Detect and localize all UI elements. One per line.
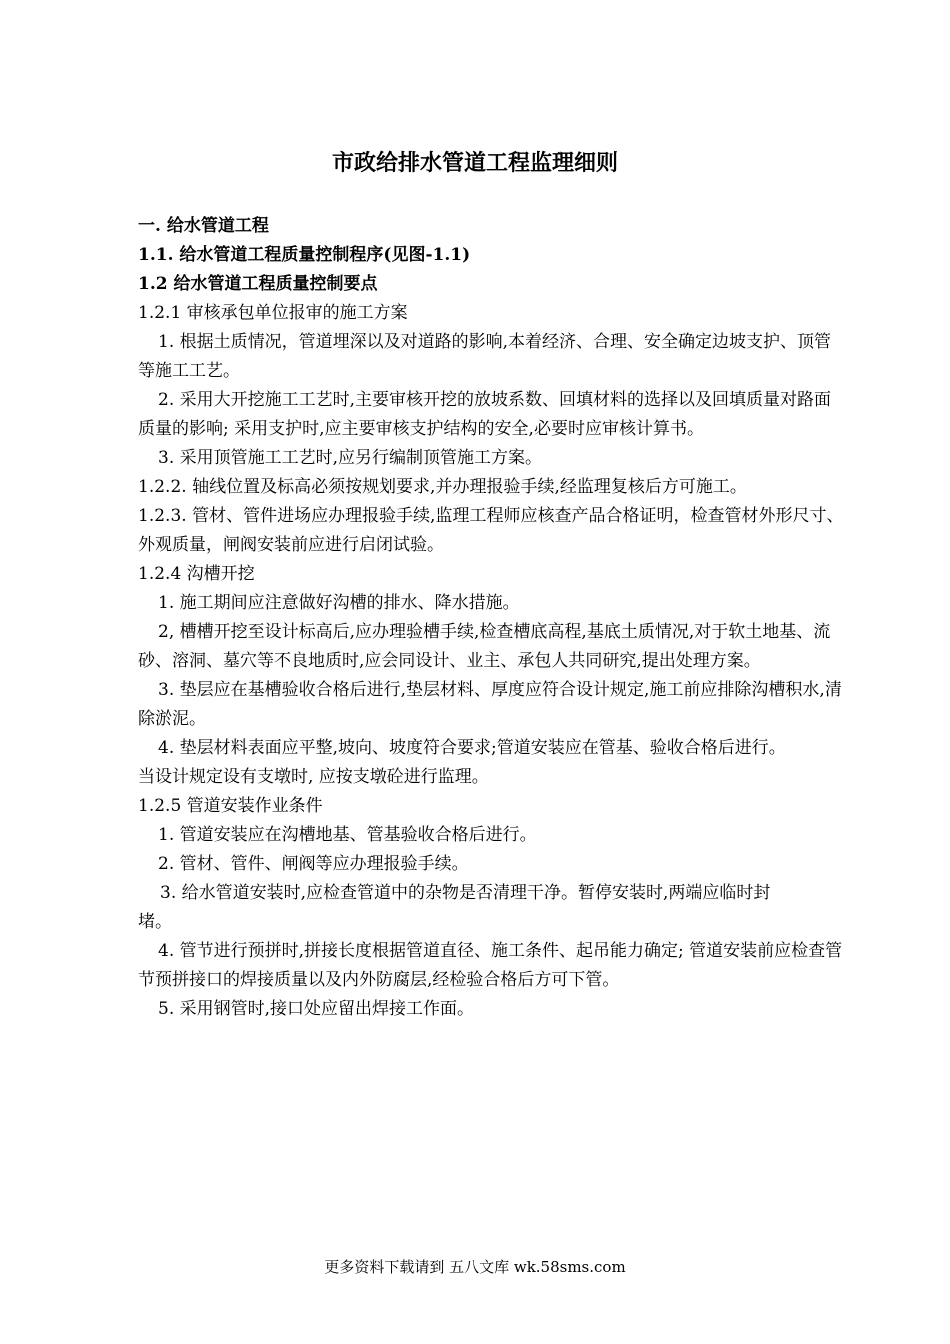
paragraph: 1. 根据土质情况，管道埋深以及对道路的影响,本着经济、合理、安全确定边坡支护、顶管等施工工艺。 [138, 332, 832, 381]
clause-heading: 1.2.1 审核承包单位报审的施工方案 [138, 303, 408, 323]
paragraph: 2. 采用大开挖施工工艺时,主要审核开挖的放坡系数、回填材料的选择以及回填质量对路面质量的影响; 采用支护时,应主要审核支护结构的安全,必要时应审核计算书。 [138, 390, 832, 439]
clause-heading: 1.2.4 沟槽开挖 [138, 564, 255, 584]
clause-heading: 1.2.5 管道安装作业条件 [138, 796, 323, 816]
paragraph: 5. 采用钢管时,接口处应留出焊接工作面。 [158, 999, 475, 1019]
paragraph: 4. 垫层材料表面应平整,坡向、坡度符合要求;管道安装应在管基、验收合格后进行。 [158, 738, 786, 758]
paragraph: 当设计规定设有支墩时, 应按支墩砼进行监理。 [138, 767, 489, 787]
subsection-heading: 1.1. 给水管道工程质量控制程序(见图-1.1) [138, 245, 471, 265]
section-heading: 一. 给水管道工程 [138, 216, 269, 236]
paragraph: 3. 垫层应在基槽验收合格后进行,垫层材料、厚度应符合设计规定,施工前应排除沟槽积水,清除淤泥。 [138, 680, 842, 729]
paragraph: 3. 给水管道安装时,应检查管道中的杂物是否清理干净。暂停安装时,两端应临时封 [160, 883, 771, 903]
clause-paragraph: 1.2.2. 轴线位置及标高必须按规划要求,并办理报验手续,经监理复核后方可施工。 [138, 477, 747, 497]
paragraph: 4. 管节进行预拼时,拼接长度根据管道直径、施工条件、起吊能力确定; 管道安装前应检查管节预拼接口的焊接质量以及内外防腐层,经检验合格后方可下管。 [138, 941, 843, 990]
paragraph: 2, 槽槽开挖至设计标高后,应办理验槽手续,检查槽底高程,基底土质情况,对于软土地基、流砂、溶洞、墓穴等不良地质时,应会同设计、业主、承包人共同研究,提出处理方案。 [138, 622, 831, 671]
clause-paragraph: 1.2.3. 管材、管件进场应办理报验手续,监理工程师应核查产品合格证明，检查管材外形尺寸、外观质量，闸阀安装前应进行启闭试验。 [138, 506, 844, 555]
footer-watermark-text: 更多资料下载请到 五八文库 wk.58sms.com [324, 1258, 626, 1276]
paragraph: 2. 管材、管件、闸阀等应办理报验手续。 [158, 854, 469, 874]
subsection-heading: 1.2 给水管道工程质量控制要点 [138, 274, 378, 294]
document-title: 市政给排水管道工程监理细则 [331, 150, 618, 176]
paragraph: 3. 采用顶管施工工艺时,应另行编制顶管施工方案。 [158, 448, 543, 468]
paragraph: 1. 管道安装应在沟槽地基、管基验收合格后进行。 [158, 825, 537, 845]
paragraph-continuation: 堵。 [138, 912, 172, 932]
document-body [138, 212, 844, 1024]
paragraph: 1. 施工期间应注意做好沟槽的排水、降水措施。 [158, 593, 520, 613]
